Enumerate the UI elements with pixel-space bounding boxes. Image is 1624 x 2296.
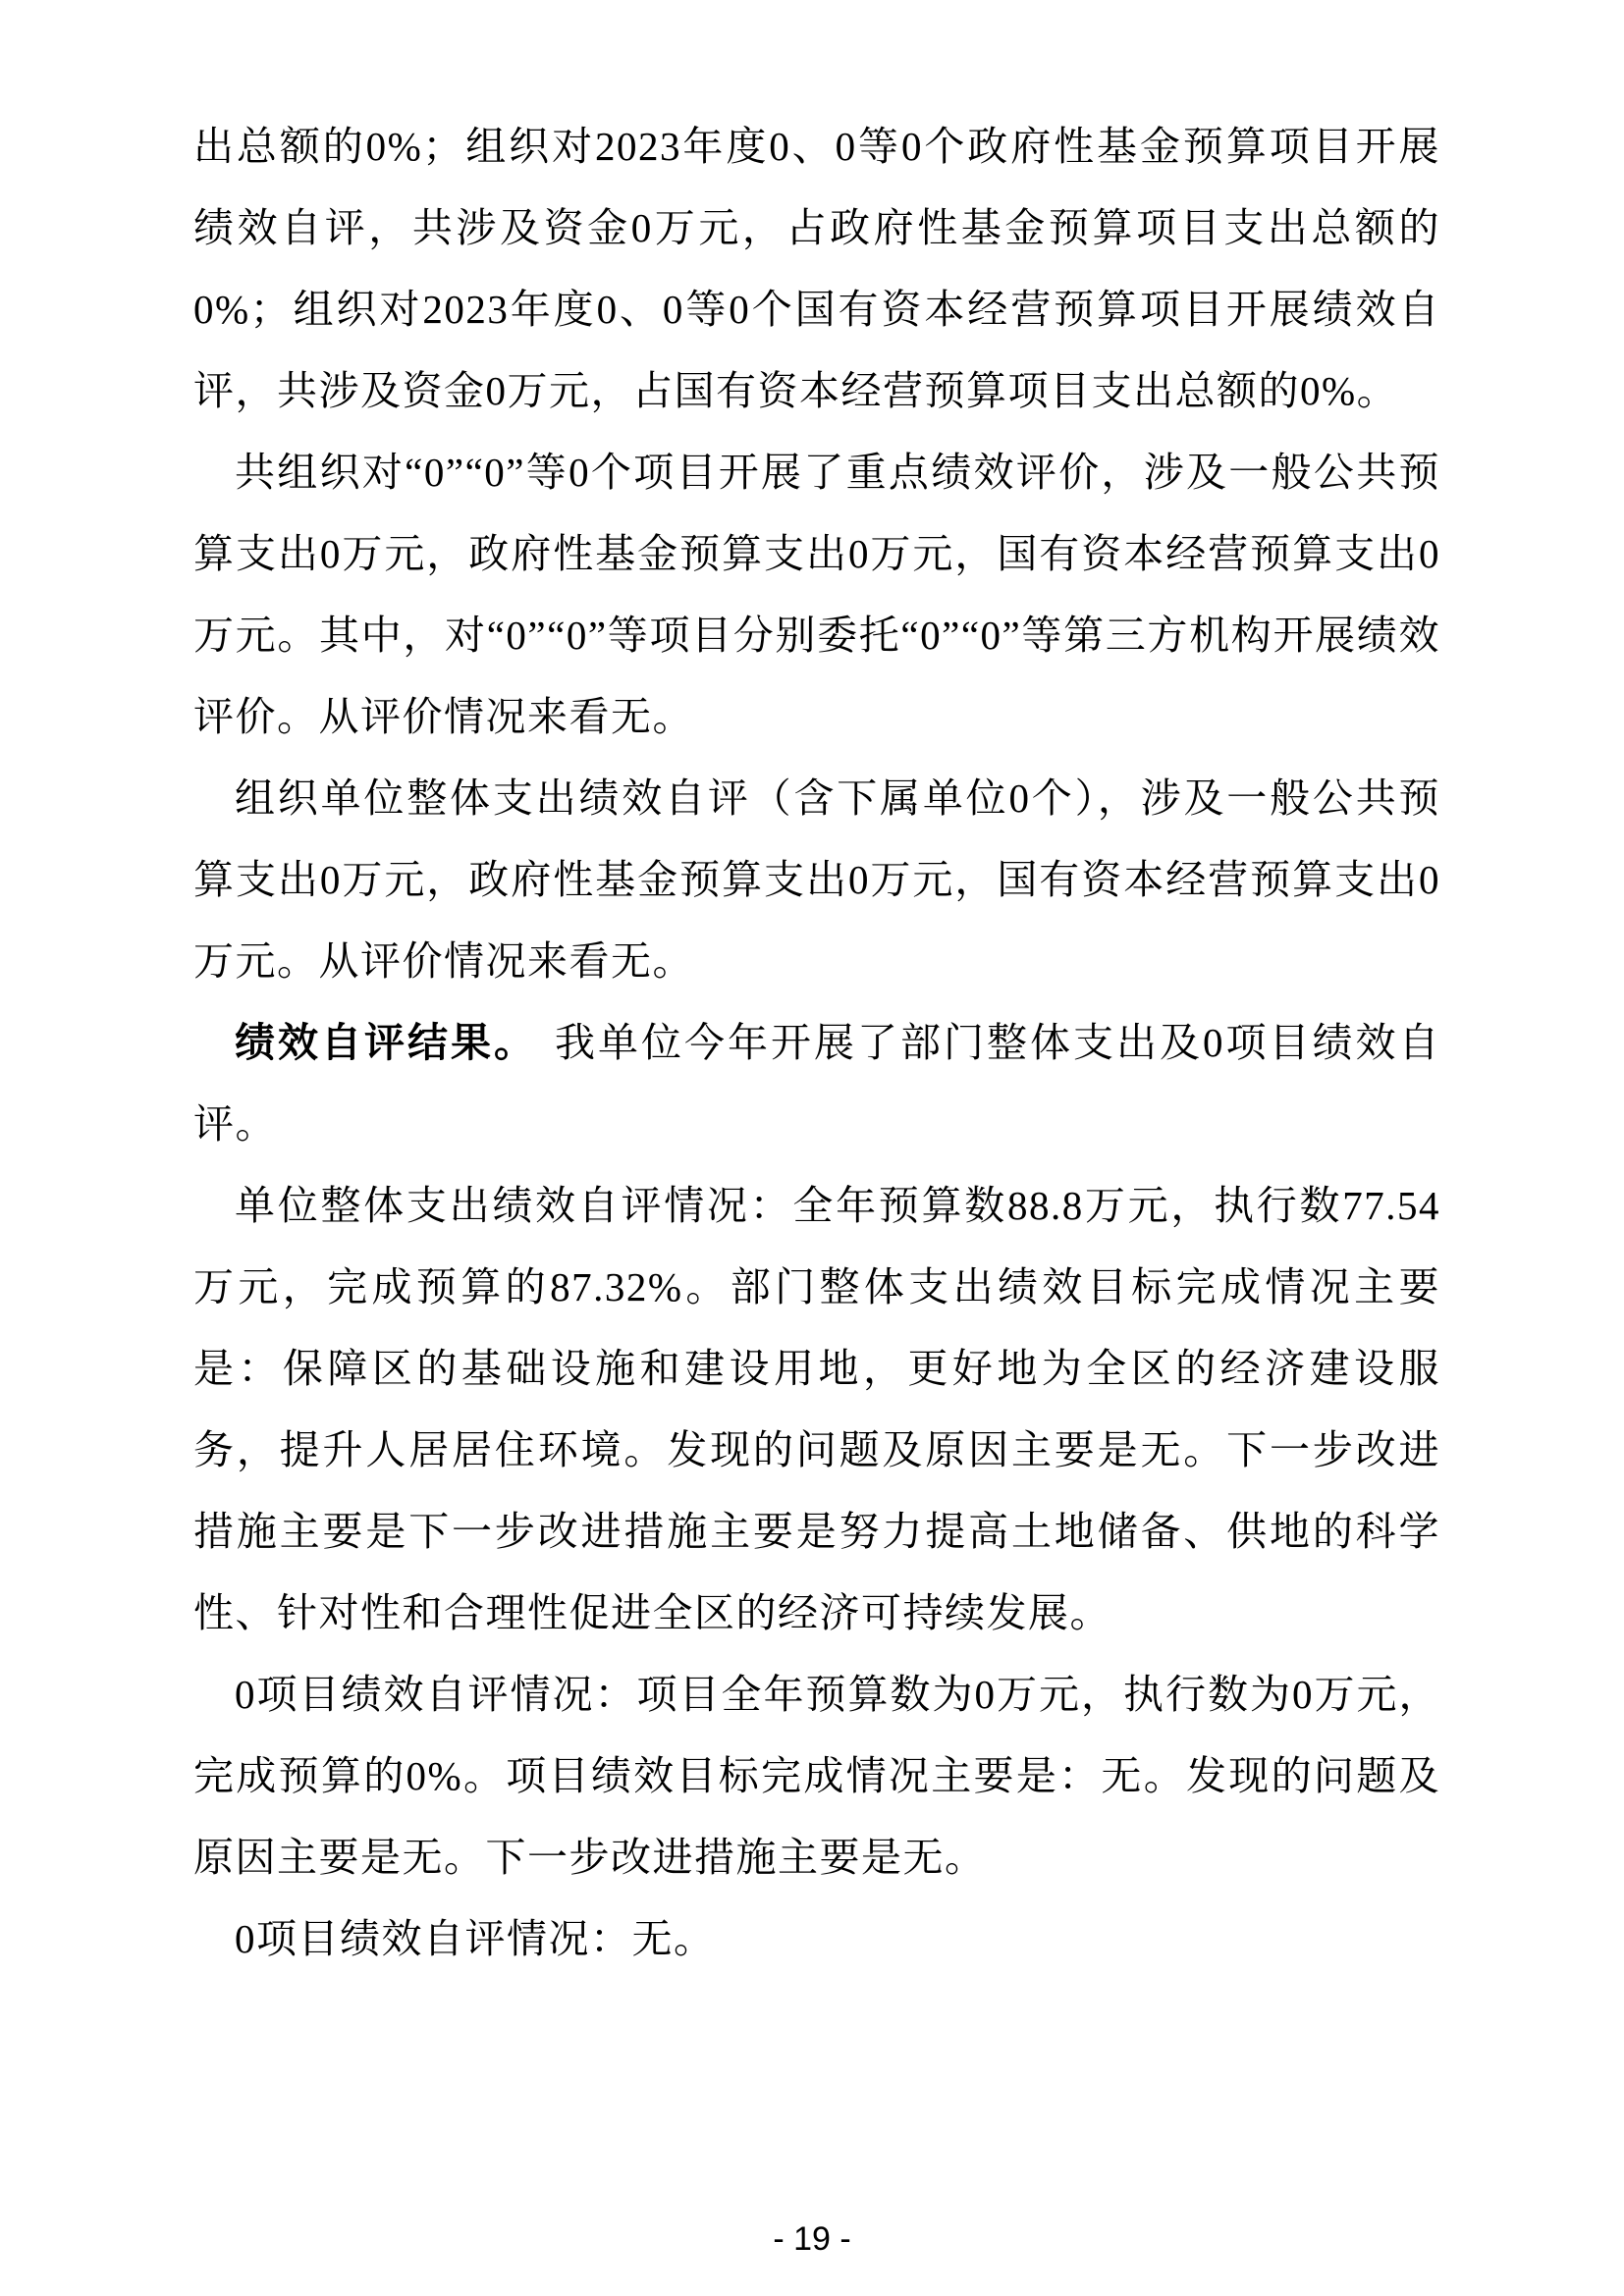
paragraph-text: 共组织对“0”“0”等0个项目开展了重点绩效评价，涉及一般公共预算支出0万元，政府性基金预算支出0万元，国有资本经营预算支出0万元。其中，对“0”“0”等项目分别委托“0”“0”等第三方机构开展绩效评价。从评价情况来看无。	[193, 450, 1440, 739]
paragraph-text: 出总额的0%；组织对2023年度0、0等0个政府性基金预算项目开展绩效自评，共涉及资金0万元，占政府性基金预算项目支出总额的0%；组织对2023年度0、0等0个国有资本经营预算项目开展绩效自评，共涉及资金0万元，占国有资本经营预算项目支出总额的0%。	[193, 124, 1440, 413]
page-footer	[0, 2220, 1624, 2259]
paragraph	[193, 106, 1440, 432]
bold-lead-text: 绩效自评结果。	[235, 1020, 537, 1065]
paragraph-text: 我单位今年开展了部门整体支出及0项目绩效自评。	[193, 1020, 1440, 1147]
paragraph-text: 0项目绩效自评情况：项目全年预算数为0万元，执行数为0万元，完成预算的0%。项目绩效目标完成情况主要是：无。发现的问题及原因主要是无。下一步改进措施主要是无。	[193, 1672, 1440, 1880]
paragraph	[193, 1654, 1440, 1898]
paragraph	[193, 758, 1440, 1002]
paragraph-text: 单位整体支出绩效自评情况：全年预算数88.8万元，执行数77.54万元，完成预算的87.32%。部门整体支出绩效目标完成情况主要是：保障区的基础设施和建设用地，更好地为全区的经济建设服务，提升人居居住环境。发现的问题及原因主要是无。下一步改进措施主要是下一步改进措施主要是努力提高土地储备、供地的科学性、针对性和合理性促进全区的经济可持续发展。	[193, 1183, 1440, 1635]
document-text-body	[193, 106, 1440, 1980]
paragraph-text: 组织单位整体支出绩效自评（含下属单位0个），涉及一般公共预算支出0万元，政府性基金预算支出0万元，国有资本经营预算支出0万元。从评价情况来看无。	[193, 775, 1440, 984]
paragraph	[193, 432, 1440, 758]
paragraph	[193, 1002, 1440, 1165]
paragraph	[193, 1898, 1440, 1980]
paragraph	[193, 1165, 1440, 1654]
paragraph-text: 0项目绩效自评情况：无。	[235, 1916, 716, 1961]
page-number: - 19 -	[773, 2220, 851, 2258]
